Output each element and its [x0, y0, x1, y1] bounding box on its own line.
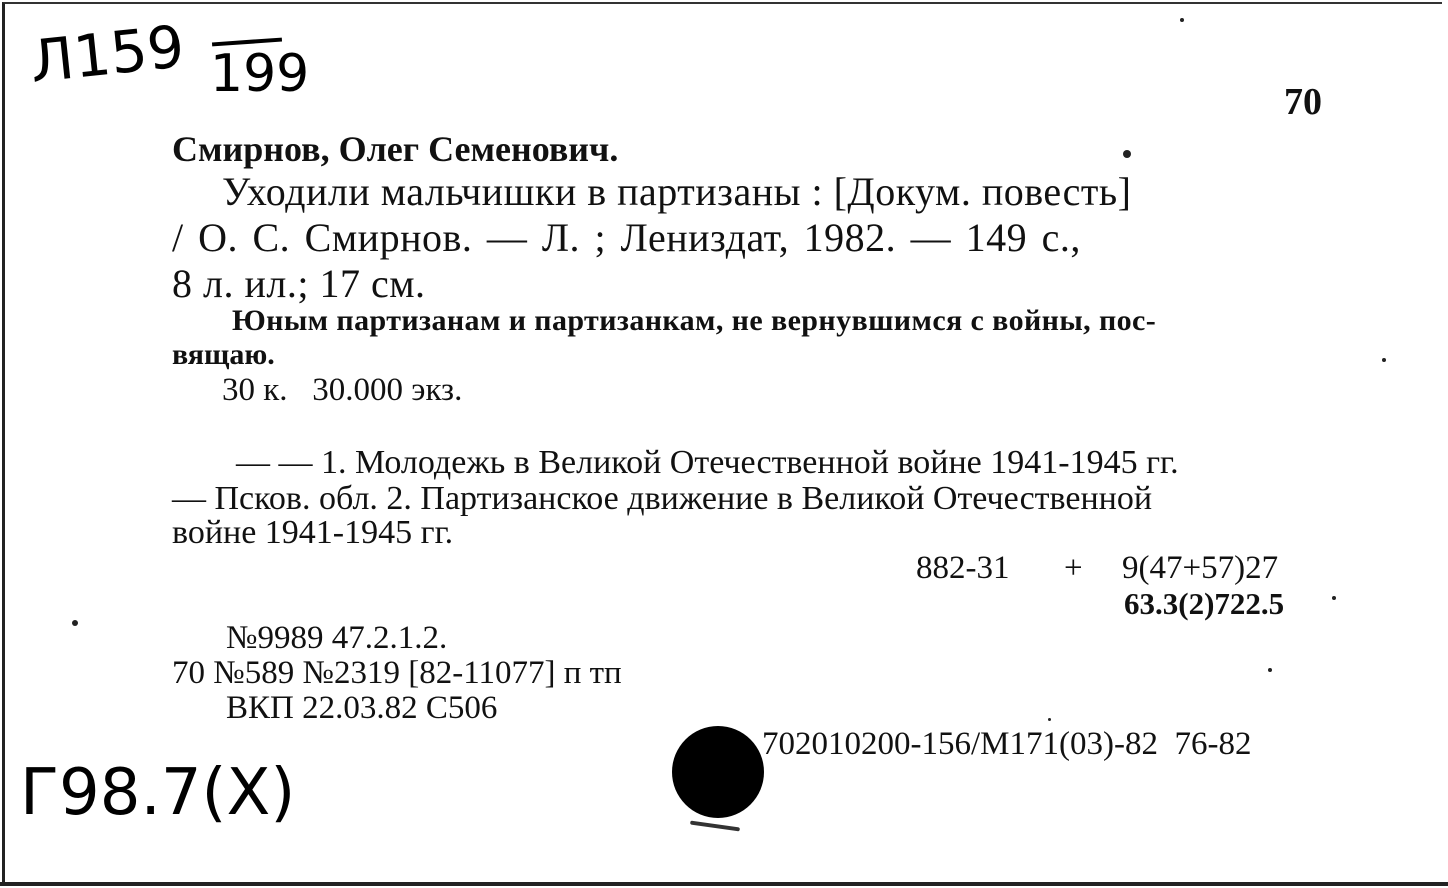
handwritten-classmark: Г98.7(Х)	[20, 756, 296, 830]
subject-line-2: — Псков. обл. 2. Партизанское движение в Великой Отечественной	[172, 480, 1153, 517]
title-line-3: 8 л. ил.; 17 см.	[172, 261, 426, 306]
handwritten-shelf-mark: Л159	[26, 12, 188, 96]
subject-line-1: — — 1. Молодежь в Великой Отечественной войне 1941-1945 гг.	[236, 444, 1179, 481]
handwritten-overline-number: 199	[210, 44, 310, 104]
title-line-1: Уходили мальчишки в партизаны : [Докум. повесть]	[222, 169, 1132, 214]
ink-speck	[1123, 150, 1131, 158]
punch-hole	[672, 726, 764, 818]
ink-speck	[1268, 668, 1272, 672]
order-line: №9989 47.2.1.2.	[226, 620, 448, 656]
code-plus: +	[1064, 550, 1083, 586]
code-right: 9(47+57)27	[1122, 550, 1279, 586]
ink-speck	[1048, 718, 1051, 721]
ink-speck	[1180, 18, 1184, 22]
code-second: 63.3(2)722.5	[1124, 586, 1285, 621]
isbn-line: 702010200-156/М171(03)-82 76-82	[762, 726, 1252, 762]
dedication-line-2: вящаю.	[172, 338, 275, 371]
ink-speck	[1332, 596, 1336, 600]
ink-speck	[72, 620, 78, 626]
dedication-line-1: Юным партизанам и партизанкам, не вернувшимся с войны, пос-	[232, 304, 1157, 337]
author-heading: Смирнов, Олег Семенович.	[172, 129, 619, 169]
code-left: 882-31	[916, 550, 1010, 586]
vkp-line: ВКП 22.03.82 С506	[226, 690, 498, 726]
card-number-top: 70	[1284, 81, 1322, 123]
print-line: 70 №589 №2319 [82-11077] п тп	[172, 655, 622, 691]
subject-line-3: войне 1941-1945 гг.	[172, 514, 454, 551]
ink-speck	[1382, 358, 1386, 362]
title-line-2: / О. С. Смирнов. — Л. ; Лениздат, 1982. — 149 с.,	[172, 215, 1081, 260]
price-and-print-run: 30 к. 30.000 экз.	[222, 372, 463, 408]
card-bottom-edge	[0, 882, 1448, 886]
